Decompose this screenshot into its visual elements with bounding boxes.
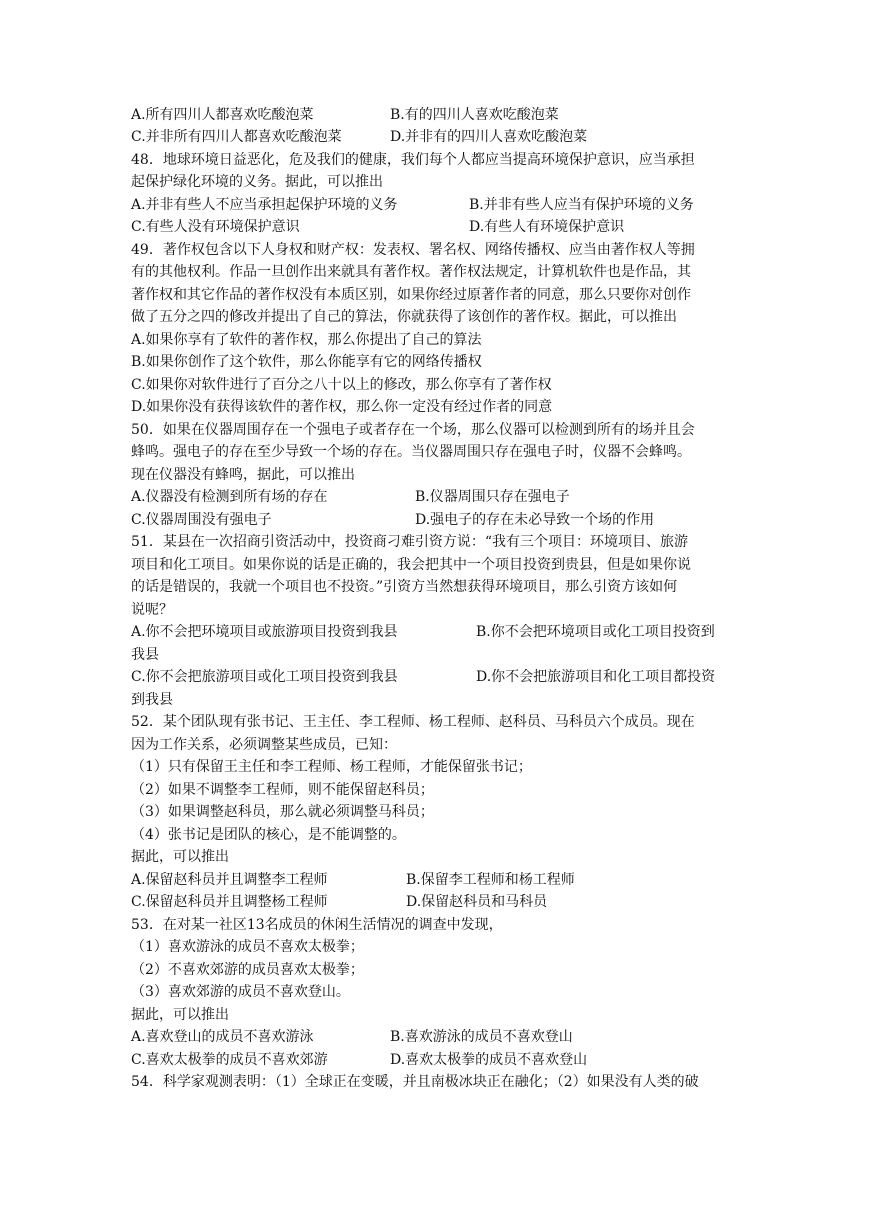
option-d: D.保留赵科员和马科员 xyxy=(406,894,548,910)
option-d: D.你不会把旅游项目和化工项目都投资 xyxy=(476,669,716,685)
condition-4: （4）张书记是团队的核心，是不能调整的。 xyxy=(131,827,406,843)
text-line: 到我县 xyxy=(131,692,173,708)
condition-2: （2）不喜欢郊游的成员喜欢太极拳； xyxy=(131,962,364,978)
option-b: B.仪器周围只存在强电子 xyxy=(415,489,570,505)
condition-1: （1）只有保留王主任和李工程师、杨工程师，才能保留张书记； xyxy=(131,759,532,775)
text-line: 我县 xyxy=(131,647,159,663)
text-line: 蜂鸣。强电子的存在至少导致一个场的存在。当仪器周围只存在强电子时，仪器不会蜂鸣。 xyxy=(131,444,691,460)
option-d: D.有些人有环境保护意识 xyxy=(469,219,625,235)
option-b: B.保留李工程师和杨工程师 xyxy=(406,872,575,888)
question-53: 53．在对某一社区13名成员的休闲生活情况的调查中发现， xyxy=(131,917,503,933)
question-51: 51．某县在一次招商引资活动中，投资商刁难引资方说：“我有三个项目：环境项目、旅游 xyxy=(131,534,688,550)
text-line: 的话是错误的，我就一个项目也不投资。”引资方当然想获得环境项目，那么引资方该如何 xyxy=(131,579,678,595)
option-c: C.喜欢太极拳的成员不喜欢郊游 xyxy=(131,1052,328,1068)
option-c: C.有些人没有环境保护意识 xyxy=(131,219,300,235)
text-line: C.并非所有四川人都喜欢吃酸泡菜 xyxy=(131,129,342,145)
option-c: C.保留赵科员并且调整杨工程师 xyxy=(131,894,328,910)
text-line: 做了五分之四的修改并提出了自己的算法，你就获得了该创作的著作权。据此，可以推出 xyxy=(131,309,677,325)
question-49: 49．著作权包含以下人身权和财产权：发表权、署名权、网络传播权、应当由著作权人等拥 xyxy=(131,242,695,258)
option-c: C.你不会把旅游项目或化工项目投资到我县 xyxy=(131,669,398,685)
text-line: 著作权和其它作品的著作权没有本质区别，如果你经过原著作者的同意，那么只要你对创作 xyxy=(131,287,691,303)
question-52: 52．某个团队现有张书记、王主任、李工程师、杨工程师、赵科员、马科员六个成员。现在 xyxy=(131,714,695,730)
option-b: B.有的四川人喜欢吃酸泡菜 xyxy=(390,107,559,123)
condition-3: （3）喜欢郊游的成员不喜欢登山。 xyxy=(131,984,350,1000)
text-line: 说呢？ xyxy=(131,602,173,618)
text-line: 现在仪器没有蜂鸣，据此，可以推出 xyxy=(131,467,355,483)
option-a: A.保留赵科员并且调整李工程师 xyxy=(131,872,328,888)
text-line: 起保护绿化环境的义务。据此，可以推出 xyxy=(131,174,383,190)
option-a: A.喜欢登山的成员不喜欢游泳 xyxy=(131,1029,314,1045)
option-d: D.如果你没有获得该软件的著作权，那么你一定没有经过作者的同意 xyxy=(131,399,553,415)
option-a: A.并非有些人不应当承担起保护环境的义务 xyxy=(131,197,398,213)
option-c: C.如果你对软件进行了百分之八十以上的修改，那么你享有了著作权 xyxy=(131,377,552,393)
condition-2: （2）如果不调整李工程师，则不能保留赵科员； xyxy=(131,782,434,798)
option-b: B.如果你创作了这个软件，那么你能享有它的网络传播权 xyxy=(131,354,482,370)
question-54: 54．科学家观测表明：（1）全球正在变暖，并且南极冰块正在融化；（2）如果没有人类的破 xyxy=(131,1074,699,1090)
option-a: A.如果你享有了软件的著作权，那么你提出了自己的算法 xyxy=(131,332,482,348)
text-line: 据此，可以推出 xyxy=(131,849,229,865)
option-d: D.强电子的存在未必导致一个场的作用 xyxy=(415,512,655,528)
text-line: A.所有四川人都喜欢吃酸泡菜 xyxy=(131,107,314,123)
option-b: B.并非有些人应当有保护环境的义务 xyxy=(469,197,694,213)
text-line: 有的其他权利。作品一旦创作出来就具有著作权。著作权法规定，计算机软件也是作品，其 xyxy=(131,264,691,280)
question-50: 50．如果在仪器周围存在一个强电子或者存在一个场，那么仪器可以检测到所有的场并且会 xyxy=(131,422,695,438)
condition-1: （1）喜欢游泳的成员不喜欢太极拳； xyxy=(131,939,364,955)
option-a: A.你不会把环境项目或旅游项目投资到我县 xyxy=(131,624,398,640)
option-a: A.仪器没有检测到所有场的存在 xyxy=(131,489,328,505)
text-line: 据此，可以推出 xyxy=(131,1007,229,1023)
question-48: 48．地球环境日益恶化，危及我们的健康，我们每个人都应当提高环境保护意识，应当承担 xyxy=(131,152,695,168)
option-d: D.喜欢太极拳的成员不喜欢登山 xyxy=(390,1052,588,1068)
option-c: C.仪器周围没有强电子 xyxy=(131,512,272,528)
option-b: B.你不会把环境项目或化工项目投资到 xyxy=(476,624,715,640)
condition-3: （3）如果调整赵科员，那么就必须调整马科员； xyxy=(131,804,434,820)
option-d: D.并非有的四川人喜欢吃酸泡菜 xyxy=(390,129,588,145)
text-line: 因为工作关系，必须调整某些成员，已知： xyxy=(131,737,397,753)
option-b: B.喜欢游泳的成员不喜欢登山 xyxy=(390,1029,573,1045)
text-line: 项目和化工项目。如果你说的话是正确的，我会把其中一个项目投资到贵县，但是如果你说 xyxy=(131,557,691,573)
